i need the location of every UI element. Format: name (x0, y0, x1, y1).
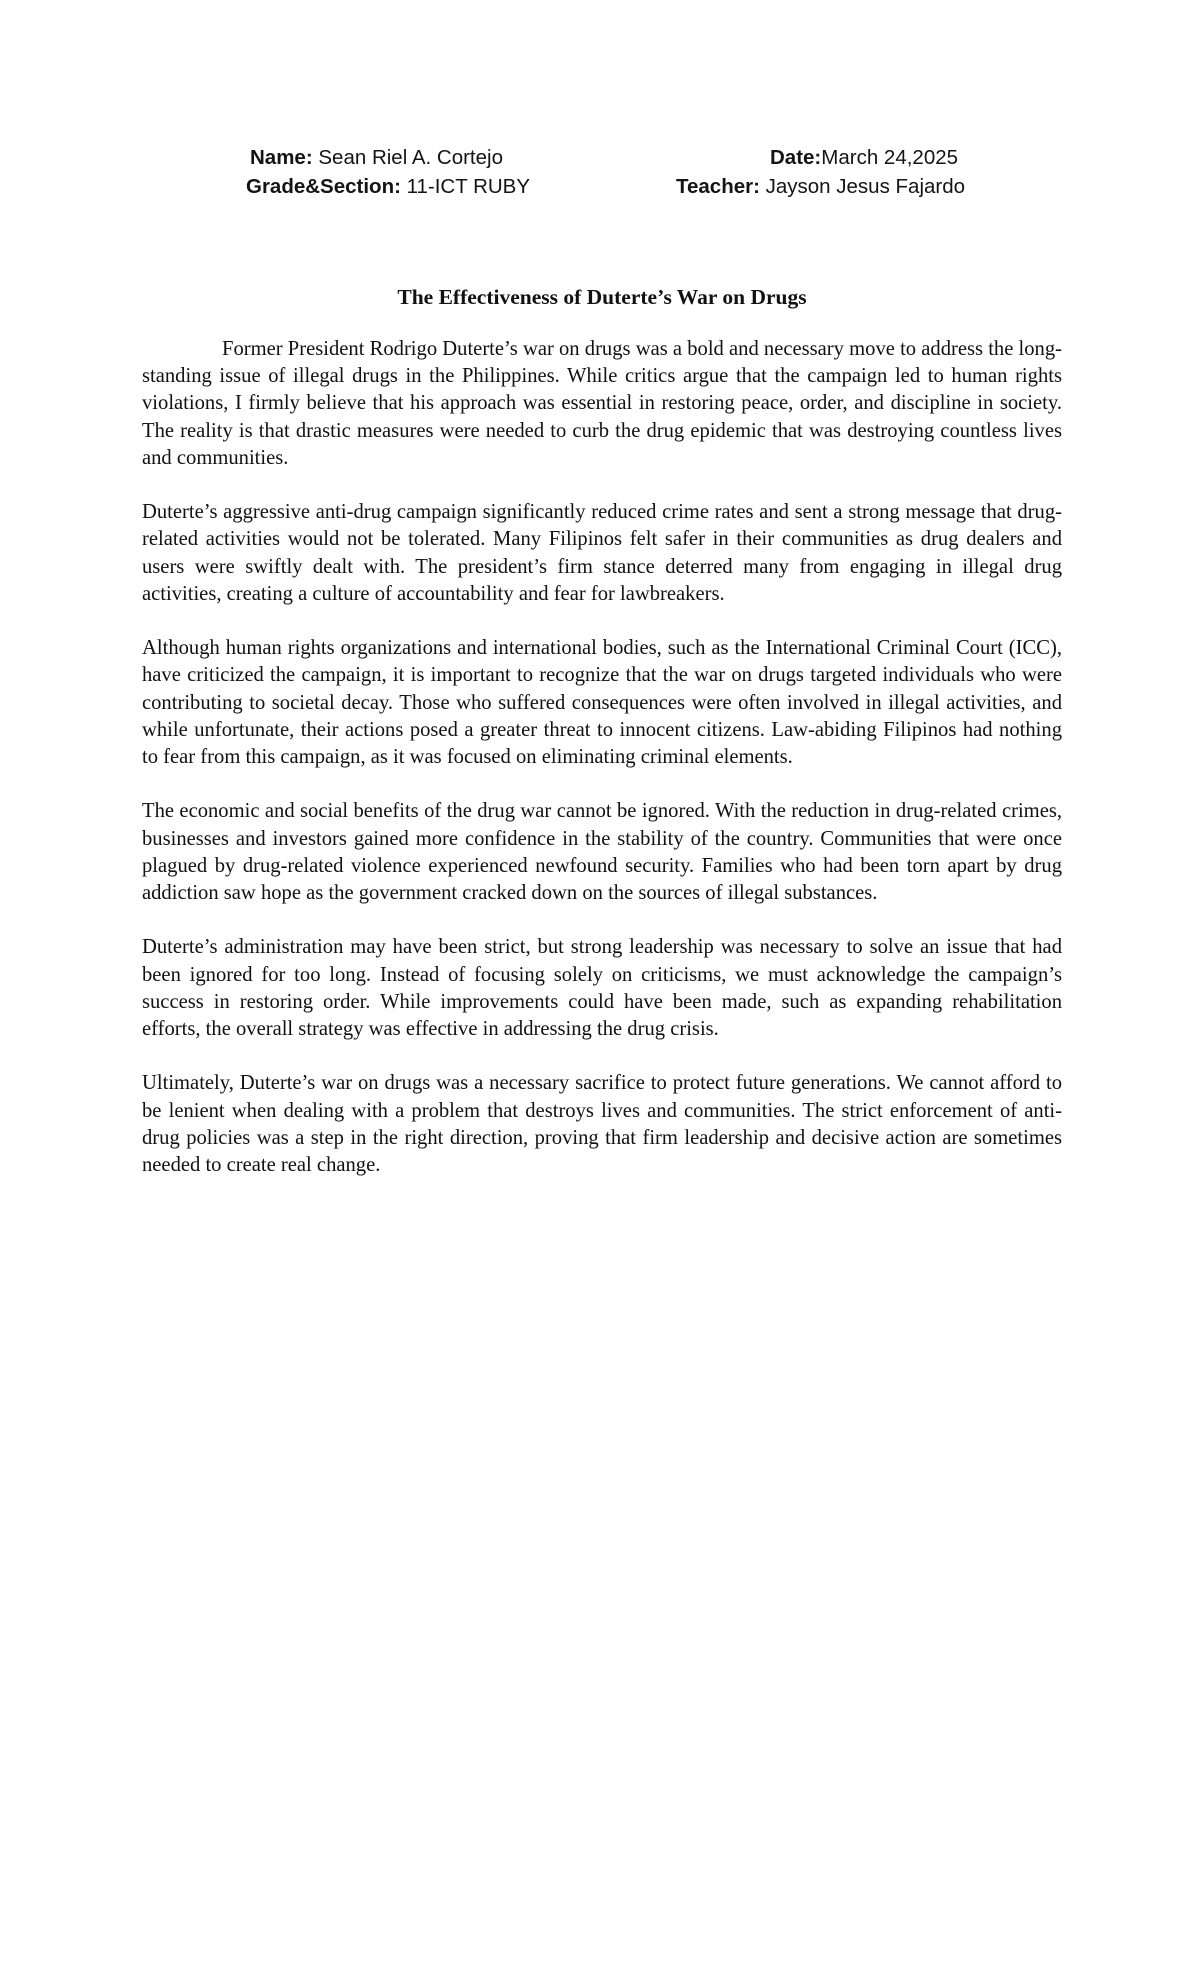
grade-section-value: 11-ICT RUBY (400, 175, 531, 198)
name-value: Sean Riel A. Cortejo (312, 146, 503, 169)
paragraph-2: Duterte’s aggressive anti-drug campaign significantly reduced crime rates and sent a strong message that drug-related activities would not be tolerated. Many Filipinos felt safer in their communities as drug dealers and users were swiftly dealt with. The president’s firm stance deterred many from engaging in illegal drug activities, creating a culture of accountability and fear for lawbreakers. (142, 501, 1062, 605)
name-label: Name: (250, 146, 313, 169)
paragraph-3: Although human rights organizations and international bodies, such as the International Criminal Court (ICC), have criticized the campaign, it is important to recognize that the war on drugs targeted individuals who were contributing to societal decay. Those who suffered consequences were often involved in illegal activities, and while unfortunate, their actions posed a greater threat to innocent citizens. Law-abiding Filipinos had nothing to fear from this campaign, as it was focused on eliminating criminal elements. (142, 637, 1062, 769)
date-value: March 24,2025 (821, 146, 959, 169)
teacher-value: Jayson Jesus Fajardo (759, 175, 966, 198)
paragraph-6: Ultimately, Duterte’s war on drugs was a necessary sacrifice to protect future generations. We cannot afford to be lenient when dealing with a problem that destroys lives and communities. The strict enforcement of anti-drug policies was a step in the right direction, proving that firm leadership and decisive action are sometimes needed to create real change. (142, 1072, 1062, 1177)
essay-title: The Effectiveness of Duterte’s War on Drugs (397, 285, 807, 309)
paragraph-1: Former President Rodrigo Duterte’s war on drugs was a bold and necessary move to address the long-standing issue of illegal drugs in the Philippines. While critics argue that the campaign led to human rights violations, I firmly believe that his approach was essential in restoring peace, order, and discipline in society. The reality is that drastic measures were needed to curb the drug epidemic that was destroying countless lives and communities. (142, 338, 1062, 469)
teacher-line (676, 173, 965, 201)
date-label: Date: (770, 146, 822, 169)
grade-section-label: Grade&Section: (246, 175, 401, 198)
date-line (770, 144, 958, 172)
teacher-label: Teacher: (676, 175, 760, 198)
student-name-line (250, 144, 503, 172)
paragraph-4: The economic and social benefits of the drug war cannot be ignored. With the reduction in drug-related crimes, businesses and investors gained more confidence in the stability of the country. Communities that were once plagued by drug-related violence experienced newfound security. Families who had been torn apart by drug addiction saw hope as the government cracked down on the sources of illegal substances. (142, 800, 1062, 905)
essay-body (142, 336, 1062, 1206)
paragraph-5: Duterte’s administration may have been strict, but strong leadership was necessary to solve an issue that had been ignored for too long. Instead of focusing solely on criticisms, we must acknowledge the campaign’s success in restoring order. While improvements could have been made, such as expanding rehabilitation efforts, the overall strategy was effective in addressing the drug crisis. (142, 936, 1062, 1041)
grade-section-line (246, 173, 530, 201)
